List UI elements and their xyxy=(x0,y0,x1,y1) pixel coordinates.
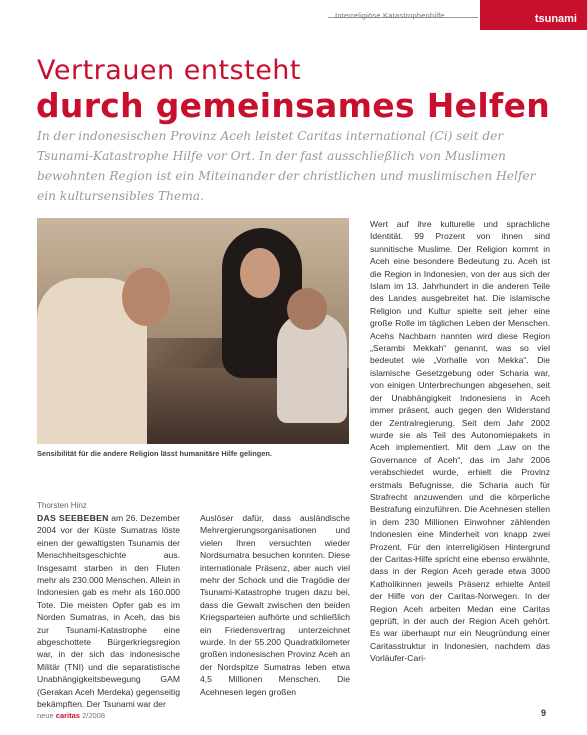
article-photo xyxy=(37,218,349,444)
section-tab-label: tsunami xyxy=(534,13,577,25)
body-column-3-text: Wert auf ihre kulturelle und sprachliche Identität. 99 Prozent von ihnen sind sunnitische Muslime. Der Religion kommt in Aceh eine besondere Bedeutung zu. Aceh ist die Region in Indonesien, von der aus sich der Islam im 13. Jahrhundert in die anderen Teile des Landes ausgebreitet hat. Die islamische Religion und Kultur spielte seit jeher eine große Rolle im täglichen Leben der Menschen. Acehs Nachbarn nannten wird diese Region „Serambi Mekkah“ genannt, was so viel bedeutet wie „Vorhalle von Mekka“. Die islamische Gesetzgebung oder Scharia war, von einigen Unterbrechungen abgesehen, seit der Unabhängigkeit Indonesiens in Aceh immer präsent, auch gegen den Widerstand der Zentralregierung. Seit dem Jahr 2002 wurde sie als Teil des Autonomiepakets in Aceh implementiert. Mit dem „Law on the Governance of Aceh“, das im Jahr 2006 verabschiedet wurde, erhielt die Provinz erstmals Befugnisse, die Scharia auch für Strafrecht anzuwenden und die körperliche Bestrafung einzuführen. Die Acehnesen stellen in dem 230 Millionen Einwohner zählenden Indonesien eine Minderheit von knapp zwei Prozent. Für den interreligiösen Hintergrund der Caritas-Hilfe spricht eine ebenso erwähnte, dass in der Region Aceh gerade etwa 3000 Katholikinnen jeweils Präsenz erhielte Anteil der Hilfe von der Caritas-Norwegen. In der Region Aceh arbeiten Medan eine Caritas geprüft, in der auch der Region Aceh gehört. Es war überhaupt nur ein Neugründung einer Caritasstruktur in Indonesien, nachdem das Vorläufer-Cari- xyxy=(370,219,550,664)
body-column-2 xyxy=(200,512,350,712)
body-column-3 xyxy=(370,218,550,712)
photo-caption: Sensibilität für die andere Religion lässt humanitäre Hilfe gelingen. xyxy=(37,449,272,458)
section-tab xyxy=(480,0,587,30)
section-rubric: Interreligiöse Katastrophenhilfe xyxy=(335,11,445,20)
article-lead: In der indonesischen Provinz Aceh leistet Caritas international (Ci) seit der Tsunami-Katastrophe Hilfe vor Ort. In der fast ausschließlich von Muslimen bewohnten Region ist ein Miteinander der christlichen und muslimischen Helfer ein kultursensibles Thema. xyxy=(37,129,536,203)
photo-child-head xyxy=(287,288,327,330)
article-headline: durch gemeinsames Helfen xyxy=(36,86,551,125)
photo-face-left xyxy=(122,268,170,326)
footer-issue: 2/2008 xyxy=(82,711,106,720)
footer-brand: caritas xyxy=(55,711,80,720)
body-column-1 xyxy=(37,512,180,712)
body-column-2-text: Auslöser dafür, dass ausländische Mehrergierungsorganisationen und vielen Ihren versuchten wieder Nordsumatra besuchen konnten. Diese internationale Präsenz, aber auch viel mehr der Schock und die Tragödie der Tsunami-Katastrophe trugen dazu bei, dass die Gewalt zwischen den beiden Kriegsparteien aufhörte und schließlich ein Friedensvertrag unterzeichnet wurde. In der 55.200 Quadratkilometer großen indonesischen Provinz Aceh an der Nordspitze Sumatras leben etwa 4,5 Millionen Menschen. Die Acehnesen legen großen xyxy=(200,513,350,697)
body-column-1-text: am 26. Dezember 2004 vor der Küste Sumatras löste einen der gewaltigsten Tsunamis der Menschheitsgeschichte aus. Insgesamt starben in den Fluten mehr als 230.000 Menschen. Allein in Indonesien gab es mehr als 160.000 Tote. Die meisten Opfer gab es im Norden Sumatras, in Aceh, das bis zur Tsunami-Katastrophe eine abgeschottete Bürgerkriegsregion war, in der sich das indonesische Militär (TNI) und die separatistische Unabhängigkeitsbewegung GAM (Gerakan Aceh Merdeka) gegenseitig bekämpften. Der Tsunami war der xyxy=(37,513,180,710)
article-kicker: Vertrauen entsteht xyxy=(37,55,302,86)
page-number: 9 xyxy=(541,708,547,718)
article-author: Thorsten Hinz xyxy=(37,501,87,510)
footer-publication xyxy=(37,711,105,720)
dropcap-lead-in: DAS SEEBEBEN xyxy=(37,513,109,523)
photo-face-mid xyxy=(240,248,280,298)
photo-child xyxy=(277,313,347,423)
footer-prefix: neue xyxy=(37,711,54,720)
